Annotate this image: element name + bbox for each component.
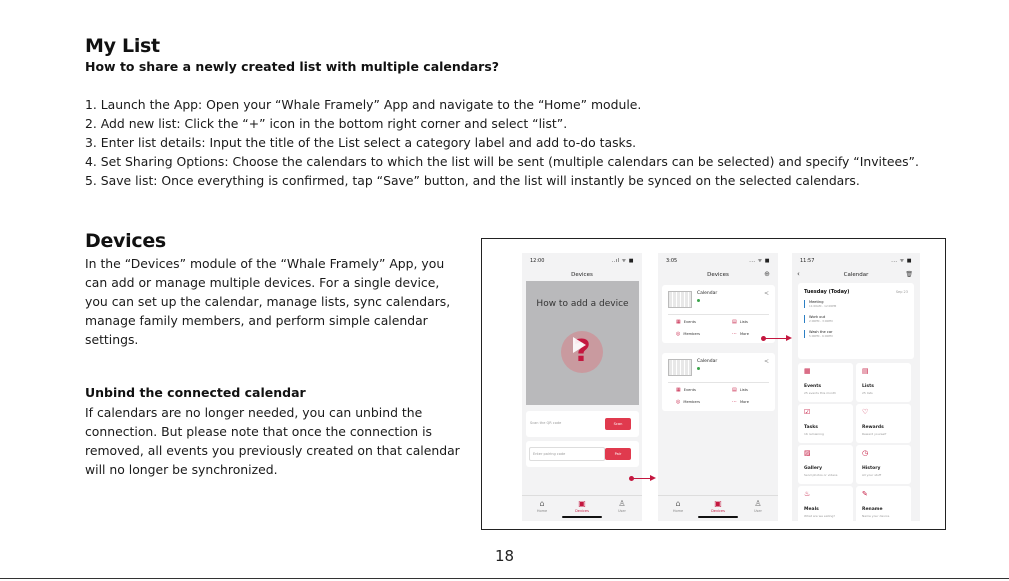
rename-icon: ✎ bbox=[862, 490, 868, 498]
nav-home[interactable]: ⌂ Home bbox=[663, 499, 693, 513]
screen-title: Devices bbox=[571, 272, 593, 278]
scan-button[interactable]: Scan bbox=[605, 418, 631, 430]
today-label: Tuesday (Today) bbox=[804, 289, 850, 295]
scan-label: Scan the QR code bbox=[530, 421, 562, 425]
online-status-dot bbox=[697, 299, 700, 302]
event-item[interactable]: Meeting 11:00AM - 12:00PM bbox=[804, 300, 836, 308]
option-more[interactable]: ⋯ More bbox=[732, 399, 749, 405]
unbind-text: If calendars are no longer needed, you can unbind the connection. But please note that once the connection is removed, all events you previously created on that calendar will no longer be synchronized. bbox=[85, 405, 460, 477]
my-list-heading: My List bbox=[85, 35, 160, 57]
pair-button[interactable]: Pair bbox=[605, 448, 631, 460]
callout-arrow bbox=[632, 478, 654, 479]
phone-screen-add-device bbox=[522, 253, 642, 521]
gallery-icon: ▨ bbox=[804, 449, 811, 457]
app-screenshots-figure bbox=[481, 238, 946, 530]
nav-user[interactable]: ♙ User bbox=[743, 499, 773, 513]
screen-title: Devices bbox=[707, 272, 729, 278]
video-title: How to add a device bbox=[536, 299, 629, 309]
event-item[interactable]: Work out 2:00PM - 3:00PM bbox=[804, 315, 833, 323]
bottom-nav bbox=[658, 495, 778, 521]
option-events[interactable]: ▦ Events bbox=[676, 387, 696, 393]
option-members[interactable]: ◎ Members bbox=[676, 331, 701, 337]
step-5: 5. Save list: Once everything is confirmed, tap “Save” button, and the list will instantly be synced on the selected calendars. bbox=[85, 173, 860, 189]
members-icon: ◎ bbox=[676, 399, 681, 405]
tile-events[interactable]: ▦ Events 25 events this month bbox=[798, 363, 853, 402]
home-indicator bbox=[562, 516, 602, 518]
question-icon: ? bbox=[561, 331, 603, 373]
devices-icon: ▣ bbox=[578, 499, 586, 508]
lists-icon: ▤ bbox=[732, 387, 737, 393]
members-icon: ◎ bbox=[676, 331, 681, 337]
pairing-code-row bbox=[526, 441, 639, 467]
arrow-head bbox=[650, 475, 656, 481]
option-members[interactable]: ◎ Members bbox=[676, 399, 701, 405]
bottom-nav bbox=[522, 495, 642, 521]
phone-screen-calendar bbox=[792, 253, 920, 521]
list-icon: ▤ bbox=[862, 367, 869, 375]
home-icon: ⌂ bbox=[539, 499, 545, 508]
event-item[interactable]: Wash the car 5:00PM - 6:00PM bbox=[804, 330, 833, 338]
status-time: 12:00 bbox=[530, 258, 545, 264]
pairing-code-placeholder: Enter pairing code bbox=[533, 452, 566, 456]
calendar-thumbnail bbox=[668, 291, 692, 308]
tile-rewards[interactable]: ♡ Rewards Reward yourself bbox=[856, 404, 911, 443]
status-icons: ..ıl ᯤ ■ bbox=[611, 258, 634, 264]
tile-tasks[interactable]: ☑ Tasks 16 remaining bbox=[798, 404, 853, 443]
user-icon: ♙ bbox=[754, 499, 762, 508]
step-1: 1. Launch the App: Open your “Whale Framely” App and navigate to the “Home” module. bbox=[85, 97, 642, 112]
play-icon[interactable] bbox=[573, 337, 586, 353]
nav-devices[interactable]: ▣ Devices bbox=[567, 499, 597, 513]
arrow-dot bbox=[629, 476, 634, 481]
pairing-code-input[interactable] bbox=[529, 447, 605, 461]
device-name: Calendar bbox=[697, 291, 718, 296]
devices-intro: In the “Devices” module of the “Whale Framely” App, you can add or manage multiple devices. For a single device, you can set up the calendar, manage lists, sync calendars, manage family members, and perform simple calendar settings. bbox=[85, 256, 451, 347]
meals-icon: ♨ bbox=[804, 490, 811, 498]
share-icon[interactable]: < bbox=[763, 290, 769, 297]
my-list-question: How to share a newly created list with multiple calendars? bbox=[85, 59, 500, 74]
option-more[interactable]: ⋯ More bbox=[732, 331, 749, 337]
tasks-icon: ☑ bbox=[804, 408, 811, 416]
add-device-icon[interactable]: ⊕ bbox=[764, 270, 770, 278]
bottom-rule bbox=[0, 578, 1009, 579]
callout-arrow bbox=[764, 338, 790, 339]
more-icon: ⋯ bbox=[732, 331, 737, 337]
devices-heading: Devices bbox=[85, 230, 166, 252]
step-3: 3. Enter list details: Input the title of the List select a category label and add to-do tasks. bbox=[85, 135, 637, 151]
user-icon: ♙ bbox=[618, 499, 626, 508]
devices-icon: ▣ bbox=[714, 499, 722, 508]
my-list-steps bbox=[85, 95, 919, 190]
option-lists[interactable]: ▤ Lists bbox=[732, 319, 748, 325]
nav-devices[interactable]: ▣ Devices bbox=[703, 499, 733, 513]
home-indicator bbox=[698, 516, 738, 518]
screen-title: Calendar bbox=[843, 272, 869, 278]
more-icon: ⋯ bbox=[732, 399, 737, 405]
home-icon: ⌂ bbox=[675, 499, 681, 508]
events-icon: ▦ bbox=[676, 387, 681, 393]
status-icons: ... ᯤ ■ bbox=[749, 258, 770, 264]
tile-meals[interactable]: ♨ Meals What are we eating? bbox=[798, 486, 853, 521]
events-icon: ▦ bbox=[676, 319, 681, 325]
phone-screen-devices bbox=[658, 253, 778, 521]
option-lists[interactable]: ▤ Lists bbox=[732, 387, 748, 393]
divider bbox=[668, 382, 769, 383]
arrow-head bbox=[786, 335, 792, 341]
tile-gallery[interactable]: ▨ Gallery Send photos or videos bbox=[798, 445, 853, 484]
device-card[interactable] bbox=[662, 285, 775, 343]
nav-user[interactable]: ♙ User bbox=[607, 499, 637, 513]
option-events[interactable]: ▦ Events bbox=[676, 319, 696, 325]
today-events-card[interactable] bbox=[798, 283, 914, 359]
status-time: 11:57 bbox=[800, 258, 815, 264]
arrow-dot bbox=[761, 336, 766, 341]
device-name: Calendar bbox=[697, 359, 718, 364]
step-4: 4. Set Sharing Options: Choose the calendars to which the list will be sent (multiple calendars can be selected) and specify “Invitees”. bbox=[85, 154, 919, 170]
back-arrow-icon[interactable]: ‹ bbox=[797, 270, 800, 278]
status-time: 3:05 bbox=[666, 258, 678, 264]
tile-rename[interactable]: ✎ Rename Name your device bbox=[856, 486, 911, 521]
page-number: 18 bbox=[494, 547, 515, 565]
scan-qr-row bbox=[526, 411, 639, 437]
how-to-video[interactable] bbox=[526, 281, 639, 405]
step-2: 2. Add new list: Click the “+” icon in the bottom right corner and select “list”. bbox=[85, 116, 568, 132]
lists-icon: ▤ bbox=[732, 319, 737, 325]
calendar-thumbnail bbox=[668, 359, 692, 376]
trash-icon[interactable]: 🗑 bbox=[905, 271, 913, 278]
tile-lists[interactable]: ▤ Lists 25 lists bbox=[856, 363, 911, 402]
nav-home[interactable]: ⌂ Home bbox=[527, 499, 557, 513]
status-icons: ... ᯤ ■ bbox=[891, 258, 912, 264]
history-icon: ◷ bbox=[862, 449, 869, 457]
calendar-icon: ▦ bbox=[804, 367, 811, 375]
online-status-dot bbox=[697, 367, 700, 370]
device-card[interactable] bbox=[662, 353, 775, 411]
divider bbox=[668, 314, 769, 315]
rewards-icon: ♡ bbox=[862, 408, 869, 416]
today-date: Sep 23 bbox=[895, 290, 908, 294]
tile-history[interactable]: ◷ History All your stuff bbox=[856, 445, 911, 484]
share-icon[interactable]: < bbox=[763, 358, 769, 365]
unbind-heading: Unbind the connected calendar bbox=[85, 385, 306, 400]
